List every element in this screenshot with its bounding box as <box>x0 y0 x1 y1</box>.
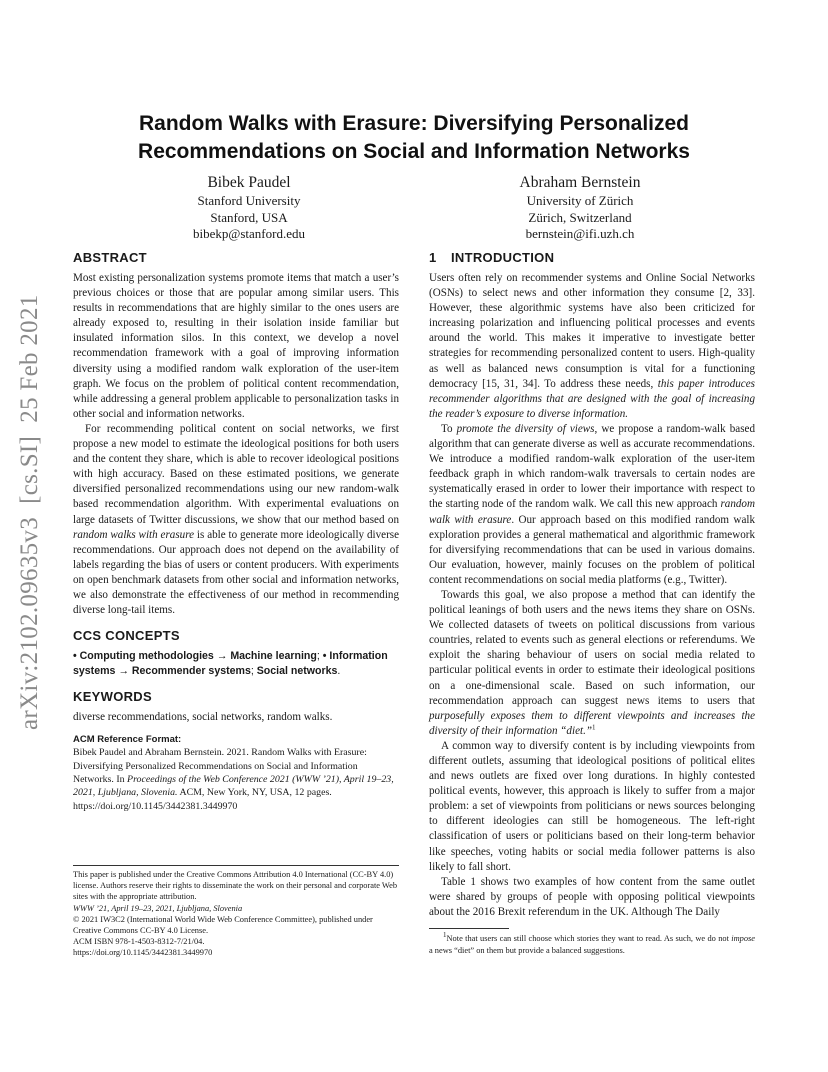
acm-reference-heading: ACM Reference Format: <box>73 734 182 746</box>
title-line-1: Random Walks with Erasure: Diversifying Personalized <box>138 112 690 135</box>
author-name: Bibek Paudel <box>207 174 291 191</box>
keywords-text: diverse recommendations, social networks, random walks. <box>73 711 333 724</box>
arxiv-identifier: arXiv:2102.09635v3 [cs.SI] 25 Feb 2021 <box>16 294 43 730</box>
author-affiliation: Stanford University <box>197 193 301 208</box>
intro-paragraph-1: Users often rely on recommender systems and Online Social Networks (OSNs) to select news and other information they consume [2, 33]. However, these algorithmic systems have also been criticized for increasing polarization and influencing political processes and events around the world. This makes it imperative to investigate better strategies for recommending personalized content to users. High-quality as well as balanced news consumption is vital for a functioning democracy [15, 31, 34]. To address these needs, this paper introduces recommender algorithms that are designed with the goal of increasing the reader’s exposure to diverse information. <box>429 272 755 420</box>
author-email[interactable]: bernstein@ifi.uzh.ch <box>525 226 635 241</box>
abstract-heading: ABSTRACT <box>73 250 147 265</box>
paper-title <box>100 110 728 166</box>
doi-link[interactable]: https://doi.org/10.1145/3442381.3449970 <box>73 948 213 958</box>
copyright-line: © 2021 IW3C2 (International World Wide Web Conference Committee), published under Creative Commons CC-BY 4.0 License. <box>73 914 373 936</box>
copyright-block <box>73 865 399 959</box>
abstract-paragraph-2: For recommending political content on social networks, we first propose a new model to estimate the ideological positions for both users and the content they share, which is able to recover ideological positions with high accuracy. Based on these estimated positions, we generate diversified personalized recommendations using our new random-walk based recommendation algorithm. With experimental evaluations on large datasets of Twitter discussions, we show that our method based on random walks with erasure is able to generate more ideologically diverse recommendations. Our approach does not depend on the availability of labels regarding the bias of users or content producers. With experiments on open benchmark datasets from other social and information networks, we also demonstrate the effectiveness of our method in recommending diverse long-tail items. <box>73 422 400 617</box>
footnote-divider <box>73 865 399 866</box>
author-email[interactable]: bibekp@stanford.edu <box>193 226 305 241</box>
author-name: Abraham Bernstein <box>519 174 641 191</box>
left-column <box>73 250 399 813</box>
isbn-line: ACM ISBN 978-1-4503-8312-7/21/04. <box>73 937 205 947</box>
ccs-heading: CCS CONCEPTS <box>73 628 180 644</box>
intro-paragraph-3: Towards this goal, we also propose a method that can identify the political leanings of both users and the news items they share on OSNs. We collected datasets of tweets on political discussions from various countries, related to events such as general elections or referendums. We exploit the sharing behaviour of users on social media related to particular political events in order to estimate their ideological positions on a one-dimensional scale. Based on such information, our recommendation approach can suggest news items to users that purposefully exposes them to different viewpoints and increases the diversity of their information “diet.”$^1$ <box>429 588 755 737</box>
abstract-paragraph-1: Most existing personalization systems promote items that match a user’s previous choices or those that are popular among similar users. This results in recommendations that are highly similar to the ones users are already exposed to, resulting in their isolation inside familiar but insulated information silos. In this context, we develop a novel recommendation framework with a goal of improving information diversity using a modified random walk exploration of the user-item graph. We focus on the problem of political content recommendation, while addressing a general problem applicable to personalization tasks in other social and information networks. <box>73 272 399 420</box>
introduction-heading: 1 INTRODUCTION <box>429 250 555 265</box>
keywords-section <box>73 689 399 725</box>
intro-paragraph-4: A common way to diversify content is by including viewpoints from different outlets, assuming that ideological positions of political elites and news outlets are fixed over long durations. In highly contested political events, however, this approach is likely to suffer from a major problem: a set of viewpoints from politicians or news sources belonging to different ideologies can still be homogeneous. The left-right classification of users or politicians based on their long-term behavior like speeches, voting habits or social media follower patterns is also likely to fall short. <box>429 739 755 873</box>
keywords-heading: KEYWORDS <box>73 689 152 705</box>
author-block-2 <box>450 173 710 243</box>
intro-paragraph-2: To promote the diversity of views, we propose a random-walk based algorithm that can generate diverse as well as accurate recommendations. We introduce a modified random-walk exploration of the user-item feedback graph in which random-walk traversals to certain nodes are systematically erased in order to lower their importance with respect to the starting node of the random walk. We call this new approach random walk with erasure. Our approach based on this modified random walk exploration provides a general mathematical and algorithmic framework for diversifying recommendations that can be used in various domains. Our evaluation, however, mainly focuses on the problem of political content recommendations on social media platforms (e.g., Twitter). <box>429 422 756 586</box>
ccs-section <box>73 628 399 679</box>
title-line-2: Recommendations on Social and Information Networks <box>138 140 690 163</box>
conference-line: WWW ’21, April 19–23, 2021, Ljubljana, Slovenia <box>73 903 243 913</box>
acm-reference-text: Bibek Paudel and Abraham Bernstein. 2021. Random Walks with Erasure: Diversifying Personalized Recommendations on Social and Information Networks. In Proceedings of the Web Conference 2021 (WWW ’21), April 19–23, 2021, Ljubljana, Slovenia. ACM, New York, NY, USA, 12 pages. https://doi.org/10.1145/3442381.3449970 <box>73 747 394 812</box>
footnote-text: $^1$Note that users can still choose which stories they want to read. As such, we do not impose a news “diet” on them but provide a balanced suggestions. <box>429 931 755 955</box>
footnote-marker[interactable]: 1 <box>592 723 596 732</box>
author-location: Stanford, USA <box>210 209 288 225</box>
ccs-concepts: • Computing methodologies → Machine learning; • Information systems → Recommender systems; Social networks. <box>73 650 388 678</box>
license-text: This paper is published under the Creative Commons Attribution 4.0 International (CC-BY 4.0) license. Authors reserve their rights to disseminate the work on their personal and corporate Web sites with the appropriate attribution. <box>73 870 398 902</box>
footnote <box>429 928 755 956</box>
footnote-divider <box>429 928 509 929</box>
intro-paragraph-5: Table 1 shows two examples of how content from the same outlet were shared by groups of people with opposing political viewpoints about the 2016 Brexit referendum in the UK. Although The Daily <box>429 875 755 918</box>
author-location: Zürich, Switzerland <box>528 209 632 225</box>
author-affiliation: University of Zürich <box>526 193 634 208</box>
author-block-1 <box>119 173 379 243</box>
right-column <box>429 250 755 920</box>
